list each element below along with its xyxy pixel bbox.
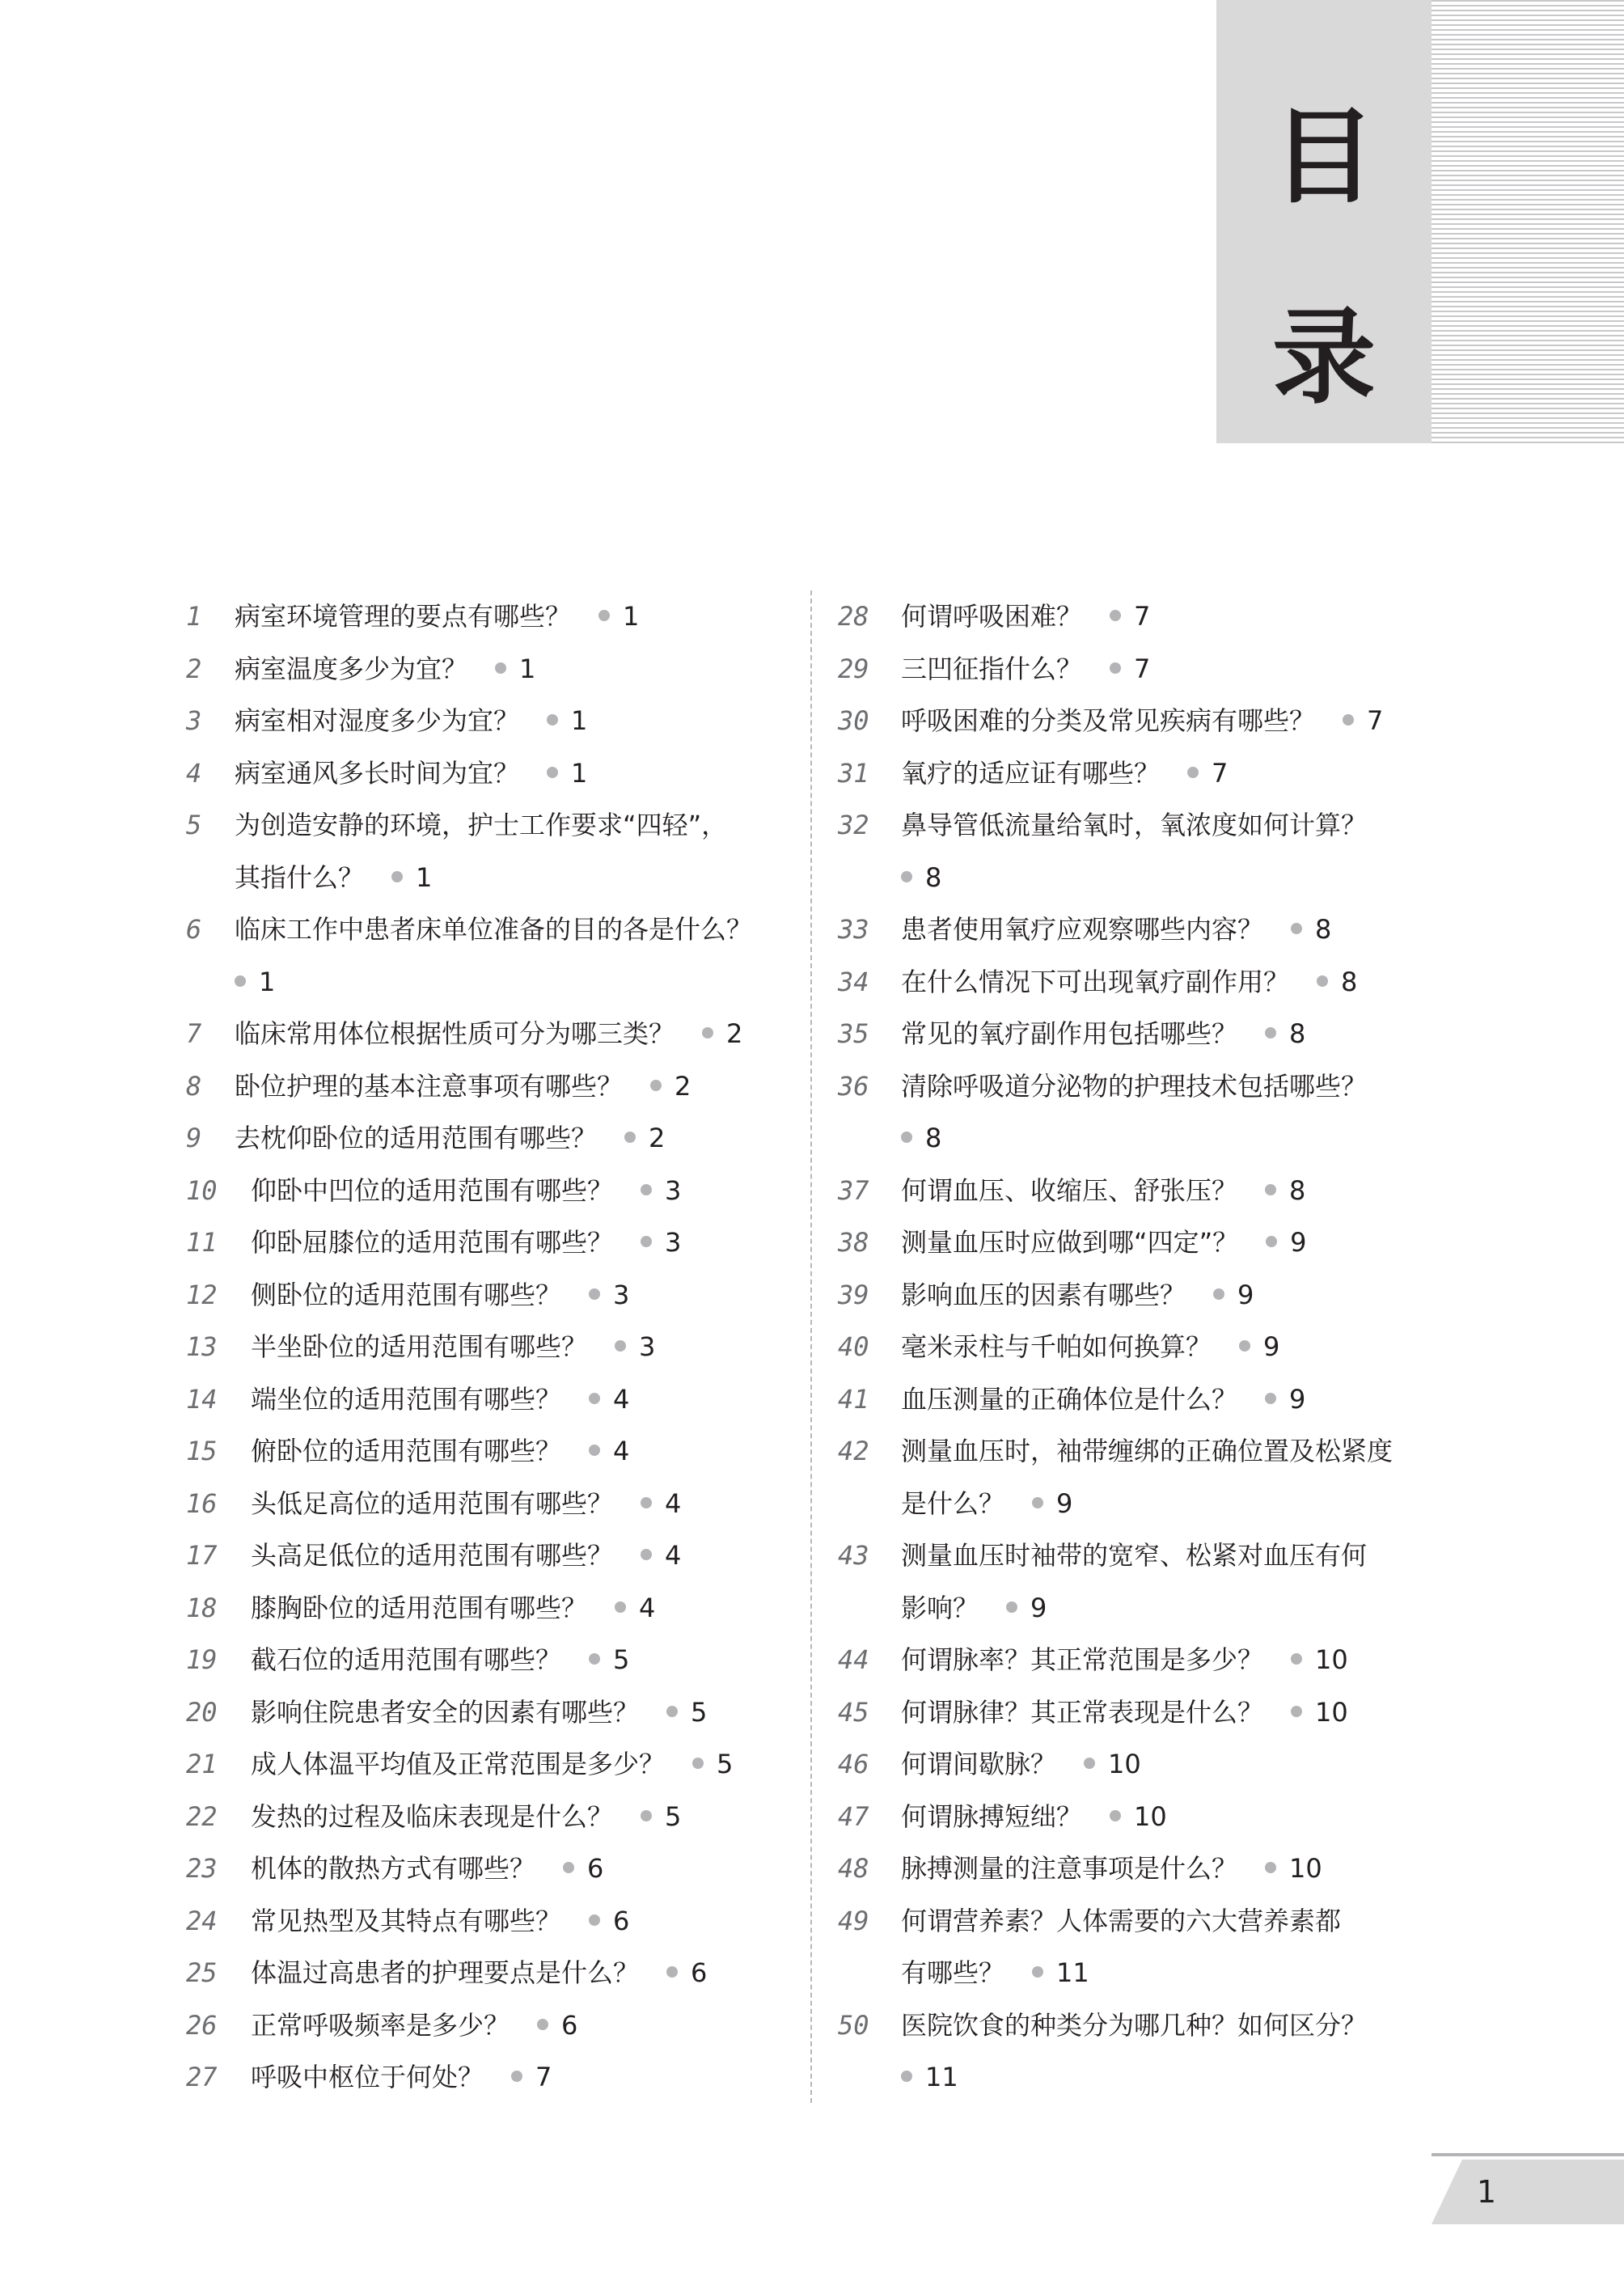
entry-question: 何谓脉率？其正常范围是多少？	[901, 1644, 1264, 1675]
bullet-dot-icon	[589, 1653, 600, 1665]
entry-number: 5	[186, 810, 202, 840]
bullet-dot-icon	[598, 610, 610, 621]
entry-question: 清除呼吸道分泌物的护理技术包括哪些？	[901, 1070, 1368, 1102]
entry-number: 2	[186, 653, 202, 684]
entry-page-number: 4	[639, 1592, 656, 1623]
bullet-dot-icon	[901, 871, 912, 882]
toc-entry[interactable]	[838, 1216, 1453, 1269]
entry-number: 10	[186, 1174, 218, 1206]
entry-page-number: 1	[259, 966, 276, 997]
bullet-dot-icon	[901, 1132, 912, 1143]
bullet-dot-icon	[1343, 714, 1354, 726]
bullet-dot-icon	[1265, 1393, 1276, 1404]
entry-question: 头低足高位的适用范围有哪些？	[251, 1487, 614, 1519]
bullet-dot-icon	[1032, 1966, 1043, 1978]
entry-question: 患者使用氧疗应观察哪些内容？	[901, 914, 1264, 945]
entry-question: 常见热型及其特点有哪些？	[251, 1905, 562, 1936]
entry-question: 去枕仰卧位的适用范围有哪些？	[235, 1123, 598, 1153]
toc-entry[interactable]	[186, 1008, 801, 1060]
entry-question: 呼吸困难的分类及常见疾病有哪些？	[901, 705, 1316, 736]
toc-entry[interactable]	[838, 1686, 1453, 1739]
entry-number: 38	[838, 1227, 869, 1258]
toc-entry[interactable]	[838, 695, 1453, 747]
toc-entry[interactable]	[186, 799, 801, 903]
bullet-dot-icon	[589, 1914, 600, 1926]
page-tab-line	[1432, 2153, 1624, 2156]
toc-entry[interactable]	[838, 1425, 1453, 1529]
bullet-dot-icon	[1265, 1862, 1276, 1873]
entry-page-number: 7	[1134, 601, 1151, 632]
bullet-dot-icon	[692, 1758, 704, 1769]
entry-page-number: 7	[1134, 653, 1151, 684]
entry-page-number: 7	[1367, 705, 1384, 736]
toc-entry[interactable]	[186, 1269, 801, 1322]
bullet-dot-icon	[615, 1601, 626, 1613]
entry-page-number: 2	[675, 1070, 691, 1102]
bullet-dot-icon	[547, 714, 558, 726]
entry-question: 医院饮食的种类分为哪几种？如何区分？	[901, 2009, 1368, 2041]
entry-page-number: 11	[925, 2062, 958, 2092]
entry-page-number: 6	[561, 2009, 578, 2041]
entry-page-number: 8	[925, 1123, 942, 1153]
entry-number: 23	[186, 1853, 218, 1884]
bullet-dot-icon	[1291, 923, 1302, 934]
entry-question: 卧位护理的基本注意事项有哪些？	[235, 1070, 624, 1102]
toc-entry[interactable]	[838, 643, 1453, 696]
toc-entry[interactable]	[186, 903, 801, 1008]
entry-page-number: 3	[665, 1227, 682, 1258]
entry-page-number: 6	[613, 1905, 630, 1936]
entry-number: 12	[186, 1279, 218, 1310]
entry-page-number: 1	[571, 705, 588, 736]
entry-page-number: 8	[1289, 1018, 1306, 1049]
toc-entry[interactable]	[186, 1634, 801, 1686]
bullet-dot-icon	[1291, 1706, 1302, 1717]
bullet-dot-icon	[1266, 1236, 1277, 1247]
toc-title-char: 目	[1271, 96, 1376, 218]
entry-page-number: 5	[691, 1696, 708, 1728]
page-number-tab	[1432, 2160, 1624, 2224]
bullet-dot-icon	[547, 767, 558, 778]
entry-page-number: 10	[1108, 1749, 1141, 1779]
entry-question: 氧疗的适应证有哪些？	[901, 757, 1161, 789]
entry-question: 测量血压时应做到哪“四定”？	[901, 1227, 1239, 1258]
entry-number: 11	[186, 1227, 218, 1258]
entry-question: 侧卧位的适用范围有哪些？	[251, 1279, 562, 1310]
toc-entry[interactable]	[838, 1999, 1453, 2104]
bullet-dot-icon	[666, 1966, 678, 1978]
column-divider	[810, 590, 812, 2103]
toc-entry[interactable]	[186, 643, 801, 696]
bullet-dot-icon	[641, 1810, 652, 1821]
entry-page-number: 1	[416, 861, 433, 893]
entry-question: 半坐卧位的适用范围有哪些？	[251, 1331, 588, 1362]
bullet-dot-icon	[235, 975, 246, 987]
entry-page-number: 9	[1290, 1227, 1307, 1258]
entry-page-number: 6	[587, 1853, 604, 1884]
bullet-dot-icon	[589, 1393, 600, 1404]
entry-question: 血压测量的正确体位是什么？	[901, 1383, 1238, 1415]
entry-page-number: 5	[717, 1749, 734, 1779]
entry-number: 13	[186, 1331, 218, 1362]
entry-question: 有哪些？	[901, 1957, 1005, 1988]
entry-number: 39	[838, 1279, 869, 1310]
entry-page-number: 8	[1289, 1174, 1306, 1206]
entry-number: 16	[186, 1487, 218, 1519]
toc-entry[interactable]	[838, 1373, 1453, 1426]
toc-entry[interactable]	[186, 747, 801, 800]
toc-entry[interactable]	[838, 1321, 1453, 1373]
entry-question: 截石位的适用范围有哪些？	[251, 1644, 562, 1675]
entry-number: 25	[186, 1957, 218, 1988]
toc-entry[interactable]	[838, 1060, 1453, 1165]
entry-number: 7	[186, 1018, 202, 1049]
entry-page-number: 3	[665, 1174, 682, 1206]
toc-entry[interactable]	[838, 1634, 1453, 1686]
toc-title-box	[1216, 0, 1432, 443]
entry-page-number: 5	[665, 1800, 682, 1832]
toc-entry[interactable]	[186, 1999, 801, 2052]
entry-number: 15	[186, 1436, 218, 1466]
entry-number: 20	[186, 1696, 218, 1728]
entry-page-number: 9	[1237, 1279, 1254, 1310]
entry-page-number: 9	[1289, 1383, 1306, 1415]
bullet-dot-icon	[1317, 975, 1328, 987]
bullet-dot-icon	[641, 1184, 652, 1195]
entry-question: 呼吸中枢位于何处？	[251, 2062, 484, 2092]
toc-entry[interactable]	[186, 1895, 801, 1948]
entry-number: 6	[186, 914, 202, 945]
entry-question: 何谓间歇脉？	[901, 1749, 1057, 1779]
entry-question: 正常呼吸频率是多少？	[251, 2009, 510, 2041]
entry-question: 成人体温平均值及正常范围是多少？	[251, 1749, 666, 1779]
entry-number: 40	[838, 1331, 869, 1362]
toc-entry[interactable]	[838, 1842, 1453, 1895]
bullet-dot-icon	[901, 2071, 912, 2082]
bullet-dot-icon	[589, 1445, 600, 1456]
bullet-dot-icon	[1265, 1184, 1276, 1195]
entry-number: 14	[186, 1383, 218, 1415]
entry-number: 1	[186, 601, 202, 632]
toc-title-char: 录	[1271, 297, 1376, 418]
toc-entry[interactable]	[186, 695, 801, 747]
toc-entry[interactable]	[838, 956, 1453, 1009]
entry-number: 41	[838, 1383, 869, 1415]
entry-number: 34	[838, 966, 869, 997]
entry-question: 仰卧屈膝位的适用范围有哪些？	[251, 1227, 614, 1258]
bullet-dot-icon	[641, 1236, 652, 1247]
entry-page-number: 4	[613, 1383, 630, 1415]
bullet-dot-icon	[1084, 1758, 1095, 1769]
entry-number: 9	[186, 1123, 202, 1153]
entry-question: 仰卧中凹位的适用范围有哪些？	[251, 1174, 614, 1206]
bullet-dot-icon	[495, 662, 506, 674]
entry-page-number: 1	[519, 653, 536, 684]
entry-number: 4	[186, 757, 202, 789]
entry-question: 临床工作中患者床单位准备的目的各是什么？	[235, 914, 753, 945]
toc-left-column	[186, 590, 801, 2104]
toc-right-column	[838, 590, 1453, 2104]
entry-number: 47	[838, 1800, 869, 1832]
toc-entry[interactable]	[186, 1112, 801, 1165]
bullet-dot-icon	[1032, 1497, 1043, 1508]
toc-entry[interactable]	[186, 1060, 801, 1113]
entry-page-number: 7	[1212, 757, 1229, 789]
entry-page-number: 11	[1056, 1957, 1089, 1988]
toc-entry[interactable]	[838, 1791, 1453, 1843]
bullet-dot-icon	[1265, 1027, 1276, 1039]
bullet-dot-icon	[511, 2071, 522, 2082]
bullet-dot-icon	[589, 1288, 600, 1300]
entry-page-number: 4	[665, 1487, 682, 1519]
entry-question: 三凹征指什么？	[901, 653, 1083, 684]
bullet-dot-icon	[1187, 767, 1199, 778]
page-number: 1	[1476, 2174, 1497, 2210]
entry-number: 31	[838, 757, 869, 789]
entry-number: 26	[186, 2009, 218, 2041]
toc-entry[interactable]	[838, 747, 1453, 800]
toc-entry[interactable]	[186, 1842, 801, 1895]
entry-question: 何谓营养素？人体需要的六大营养素都	[901, 1905, 1342, 1936]
toc-entry[interactable]	[186, 1373, 801, 1426]
bullet-dot-icon	[1239, 1340, 1250, 1352]
entry-question: 膝胸卧位的适用范围有哪些？	[251, 1592, 588, 1623]
entry-question: 体温过高患者的护理要点是什么？	[251, 1957, 640, 1988]
toc-entry[interactable]	[838, 1738, 1453, 1791]
entry-question: 俯卧位的适用范围有哪些？	[251, 1436, 562, 1466]
entry-page-number: 10	[1315, 1644, 1348, 1675]
toc-entry[interactable]	[838, 903, 1453, 956]
entry-question: 头高足低位的适用范围有哪些？	[251, 1540, 614, 1571]
bullet-dot-icon	[391, 871, 403, 882]
entry-number: 43	[838, 1540, 869, 1571]
entry-question: 何谓血压、收缩压、舒张压？	[901, 1174, 1238, 1206]
entry-page-number: 10	[1134, 1800, 1167, 1832]
entry-number: 8	[186, 1070, 202, 1102]
entry-number: 27	[186, 2062, 218, 2092]
bullet-dot-icon	[1006, 1601, 1017, 1613]
entry-question: 临床常用体位根据性质可分为哪三类？	[235, 1018, 675, 1049]
entry-number: 36	[838, 1070, 869, 1102]
entry-page-number: 9	[1056, 1487, 1073, 1519]
entry-page-number: 4	[665, 1540, 682, 1571]
bullet-dot-icon	[1110, 662, 1121, 674]
entry-number: 42	[838, 1436, 869, 1466]
toc-entry[interactable]	[186, 1425, 801, 1478]
entry-number: 30	[838, 705, 869, 736]
toc-entry[interactable]	[186, 1321, 801, 1373]
entry-page-number: 6	[691, 1957, 708, 1988]
bullet-dot-icon	[537, 2019, 548, 2030]
entry-number: 50	[838, 2009, 869, 2041]
entry-page-number: 1	[623, 601, 640, 632]
entry-question: 鼻导管低流量给氧时，氧浓度如何计算？	[901, 810, 1368, 840]
entry-question: 病室相对湿度多少为宜？	[235, 705, 520, 736]
toc-entry[interactable]	[186, 1165, 801, 1217]
entry-page-number: 1	[571, 757, 588, 789]
entry-page-number: 8	[1315, 914, 1332, 945]
entry-number: 32	[838, 810, 869, 840]
entry-page-number: 8	[1341, 966, 1358, 997]
entry-page-number: 7	[535, 2062, 552, 2092]
entry-question: 为创造安静的环境，护士工作要求“四轻”，	[235, 810, 728, 840]
bullet-dot-icon	[1110, 610, 1121, 621]
toc-entry[interactable]	[838, 1008, 1453, 1060]
entry-page-number: 9	[1030, 1592, 1047, 1623]
toc-entry[interactable]	[186, 1529, 801, 1582]
bullet-dot-icon	[650, 1080, 662, 1091]
entry-question: 病室环境管理的要点有哪些？	[235, 601, 572, 632]
bullet-dot-icon	[1291, 1653, 1302, 1665]
bullet-dot-icon	[702, 1027, 713, 1039]
entry-number: 45	[838, 1696, 869, 1728]
entry-number: 17	[186, 1540, 218, 1571]
entry-number: 35	[838, 1018, 869, 1049]
bullet-dot-icon	[641, 1549, 652, 1560]
bullet-dot-icon	[563, 1862, 574, 1873]
entry-number: 24	[186, 1905, 218, 1936]
entry-question: 发热的过程及临床表现是什么？	[251, 1800, 614, 1832]
toc-entry[interactable]	[186, 1478, 801, 1530]
entry-number: 29	[838, 653, 869, 684]
entry-question: 是什么？	[901, 1487, 1005, 1519]
toc-entry[interactable]	[838, 799, 1453, 903]
entry-number: 37	[838, 1174, 869, 1206]
entry-number: 3	[186, 705, 202, 736]
toc-entry[interactable]	[186, 2051, 801, 2104]
entry-question: 毫米汞柱与千帕如何换算？	[901, 1331, 1212, 1362]
bullet-dot-icon	[1110, 1810, 1121, 1821]
entry-number: 46	[838, 1749, 869, 1779]
toc-entry[interactable]	[838, 1895, 1453, 1999]
toc-entry[interactable]	[838, 1165, 1453, 1217]
entry-page-number: 5	[613, 1644, 630, 1675]
bullet-dot-icon	[641, 1497, 652, 1508]
entry-question: 病室温度多少为宜？	[235, 653, 468, 684]
entry-question: 机体的散热方式有哪些？	[251, 1853, 536, 1884]
entry-page-number: 10	[1315, 1696, 1348, 1728]
entry-number: 18	[186, 1592, 218, 1623]
bullet-dot-icon	[624, 1132, 636, 1143]
entry-question: 测量血压时，袖带缠绑的正确位置及松紧度	[901, 1436, 1394, 1466]
entry-number: 44	[838, 1644, 869, 1675]
bullet-dot-icon	[1213, 1288, 1224, 1300]
entry-question: 脉搏测量的注意事项是什么？	[901, 1853, 1238, 1884]
entry-page-number: 10	[1289, 1853, 1322, 1884]
entry-number: 21	[186, 1749, 218, 1779]
toc-entry[interactable]	[186, 590, 801, 643]
entry-page-number: 9	[1263, 1331, 1280, 1362]
entry-page-number: 8	[925, 861, 942, 893]
entry-page-number: 2	[726, 1018, 743, 1049]
entry-question: 影响住院患者安全的因素有哪些？	[251, 1696, 640, 1728]
entry-number: 28	[838, 601, 869, 632]
toc-entry[interactable]	[186, 1582, 801, 1635]
entry-question: 病室通风多长时间为宜？	[235, 757, 520, 789]
entry-question: 端坐位的适用范围有哪些？	[251, 1383, 562, 1415]
toc-entry[interactable]	[186, 1216, 801, 1269]
entry-question: 常见的氧疗副作用包括哪些？	[901, 1018, 1238, 1049]
entry-page-number: 2	[649, 1123, 666, 1153]
decorative-stripes	[1432, 0, 1624, 443]
entry-number: 48	[838, 1853, 869, 1884]
entry-page-number: 3	[613, 1279, 630, 1310]
entry-number: 19	[186, 1644, 218, 1675]
toc-entry[interactable]	[186, 1791, 801, 1843]
entry-question: 何谓呼吸困难？	[901, 601, 1083, 632]
entry-number: 33	[838, 914, 869, 945]
entry-number: 22	[186, 1800, 218, 1832]
toc-entry[interactable]	[838, 590, 1453, 643]
toc-entry[interactable]	[186, 1947, 801, 1999]
entry-question: 测量血压时袖带的宽窄、松紧对血压有何	[901, 1540, 1368, 1571]
toc-entry[interactable]	[838, 1529, 1453, 1634]
entry-question: 何谓脉搏短绌？	[901, 1800, 1083, 1832]
bullet-dot-icon	[666, 1706, 678, 1717]
entry-question: 影响血压的因素有哪些？	[901, 1279, 1186, 1310]
toc-entry[interactable]	[186, 1738, 801, 1791]
toc-entry[interactable]	[838, 1269, 1453, 1322]
entry-page-number: 3	[639, 1331, 656, 1362]
entry-question: 在什么情况下可出现氧疗副作用？	[901, 966, 1290, 997]
entry-question: 其指什么？	[235, 861, 365, 893]
entry-number: 49	[838, 1905, 869, 1936]
bullet-dot-icon	[615, 1340, 626, 1352]
entry-question: 影响？	[901, 1592, 979, 1623]
entry-page-number: 4	[613, 1436, 630, 1466]
entry-question: 何谓脉律？其正常表现是什么？	[901, 1696, 1264, 1728]
toc-entry[interactable]	[186, 1686, 801, 1739]
